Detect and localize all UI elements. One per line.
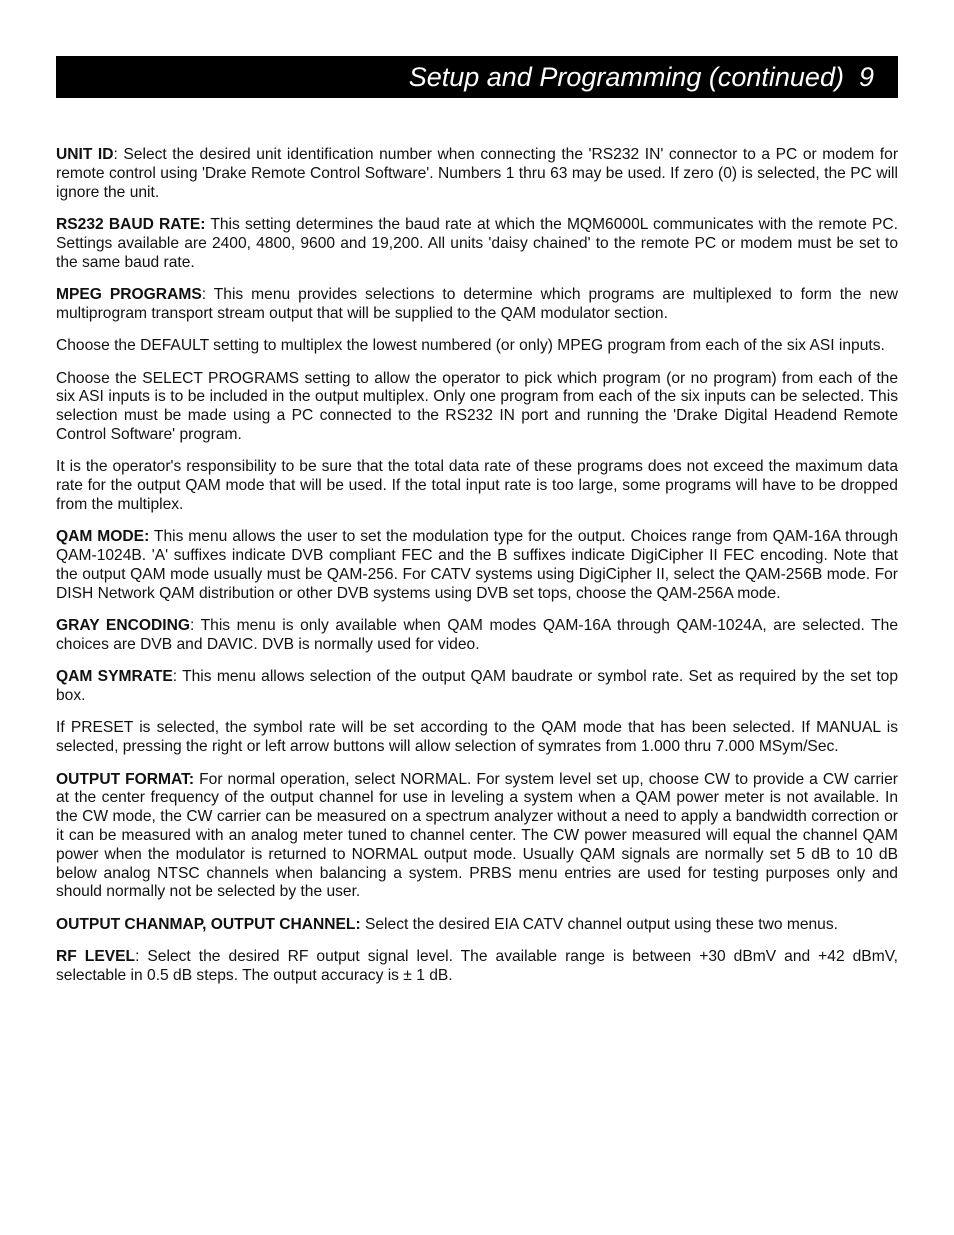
paragraph-output-chanmap — [56, 916, 898, 935]
term-label: RS232 BAUD RATE: — [56, 215, 206, 233]
term-label: QAM MODE: — [56, 528, 150, 546]
paragraph-output-format — [56, 771, 898, 903]
paragraph-preset-manual — [56, 719, 898, 757]
term-label: MPEG PROGRAMS — [56, 285, 202, 303]
paragraph-select-programs — [56, 370, 898, 445]
paragraph-mpeg-programs — [56, 286, 898, 324]
page-number: 9 — [858, 62, 874, 92]
paragraph-text: This menu allows the user to set the modulation type for the output. Choices range from QAM-16A through QAM-1024B. 'A' suffixes indicate DVB compliant FEC and the B suffixes indicate DigiCipher II FEC encoding. Note that the output QAM mode usually must be QAM-256. For CATV systems using DigiCipher II, select the QAM-256B mode. For DISH Network QAM distribution or other DVB systems using DVB set tops, choose the QAM-256A mode. — [56, 528, 899, 602]
paragraph-text: This setting determines the baud rate at which the MQM6000L communicates with the remote PC. Settings available are 2400, 4800, 9600 and 19,200. All units 'daisy chained' to the remote PC or modem must be set to the same baud rate. — [56, 215, 898, 271]
term-label: OUTPUT CHANMAP, OUTPUT CHANNEL: — [56, 915, 361, 933]
paragraph-qam-symrate — [56, 668, 898, 706]
document-body — [56, 146, 898, 999]
page-header-bar — [56, 56, 898, 98]
paragraph-text: Choose the SELECT PROGRAMS setting to allow the operator to pick which program (or no program) from each of the six ASI inputs is to be included in the output multiplex. Only one program from each of the six inputs can be selected. This selection must be made using a PC connected to the RS232 IN port and running the 'Drake Digital Headend Remote Control Software' program. — [56, 369, 898, 443]
paragraph-default-setting — [56, 337, 898, 356]
paragraph-text: : This menu provides selections to determine which programs are multiplexed to form the new multiprogram transport stream output that will be supplied to the QAM modulator section. — [56, 285, 899, 322]
paragraph-text: : Select the desired RF output signal level. The available range is between +30 dBmV and +42 dBmV, selectable in 0.5 dB steps. The output accuracy is ± 1 dB. — [56, 948, 898, 985]
page-header-title — [409, 61, 874, 93]
paragraph-rf-level — [56, 948, 898, 986]
paragraph-text: Select the desired EIA CATV channel output using these two menus. — [360, 915, 838, 933]
paragraph-text: For normal operation, select NORMAL. For system level set up, choose CW to provide a CW carrier at the center frequency of the output channel for use in leveling a system when a QAM power meter is not available. In the CW mode, the CW carrier can be measured on a spectrum analyzer without a need to apply a bandwidth correction or it can be measured with an analog meter tuned to channel center. The CW power measured will equal the channel QAM power when the modulator is returned to NORMAL output mode. Usually QAM signals are normally set 5 dB to 10 dB below analog NTSC channels when balancing a system. PRBS menu entries are used for testing purposes only and should normally not be selected by the user. — [56, 770, 898, 901]
term-label: GRAY ENCODING — [56, 617, 190, 635]
section-title: Setup and Programming (continued) — [408, 62, 844, 92]
paragraph-data-rate-note — [56, 458, 898, 514]
term-label: QAM SYMRATE — [56, 668, 173, 686]
term-label: OUTPUT FORMAT: — [56, 770, 195, 788]
paragraph-text: : This menu allows selection of the output QAM baudrate or symbol rate. Set as required by the set top box. — [56, 668, 898, 705]
paragraph-rs232-baud-rate — [56, 216, 898, 272]
term-label: UNIT ID — [56, 146, 114, 163]
paragraph-unit-id — [56, 146, 898, 202]
paragraph-text: : Select the desired unit identification number when connecting the 'RS232 IN' connector to a PC or modem for remote control using 'Drake Remote Control Software'. Numbers 1 thru 63 may be used. If zero (0) is selected, the PC will ignore the unit. — [56, 146, 899, 201]
term-label: RF LEVEL — [56, 948, 136, 966]
paragraph-gray-encoding — [56, 617, 898, 655]
paragraph-text: Choose the DEFAULT setting to multiplex the lowest numbered (or only) MPEG program from each of the six ASI inputs. — [56, 337, 885, 355]
paragraph-text: : This menu is only available when QAM modes QAM-16A through QAM-1024A, are selected. The choices are DVB and DAVIC. DVB is normally used for video. — [56, 617, 899, 653]
paragraph-qam-mode — [56, 528, 898, 603]
paragraph-text: It is the operator's responsibility to be sure that the total data rate of these programs does not exceed the maximum data rate for the output QAM mode that will be used. If the total input rate is too large, some programs will have to be dropped from the multiplex. — [56, 458, 898, 513]
paragraph-text: If PRESET is selected, the symbol rate will be set according to the QAM mode that has been selected. If MANUAL is selected, pressing the right or left arrow buttons will allow selection of symrates from 1.000 thru 7.000 MSym/Sec. — [56, 719, 898, 756]
